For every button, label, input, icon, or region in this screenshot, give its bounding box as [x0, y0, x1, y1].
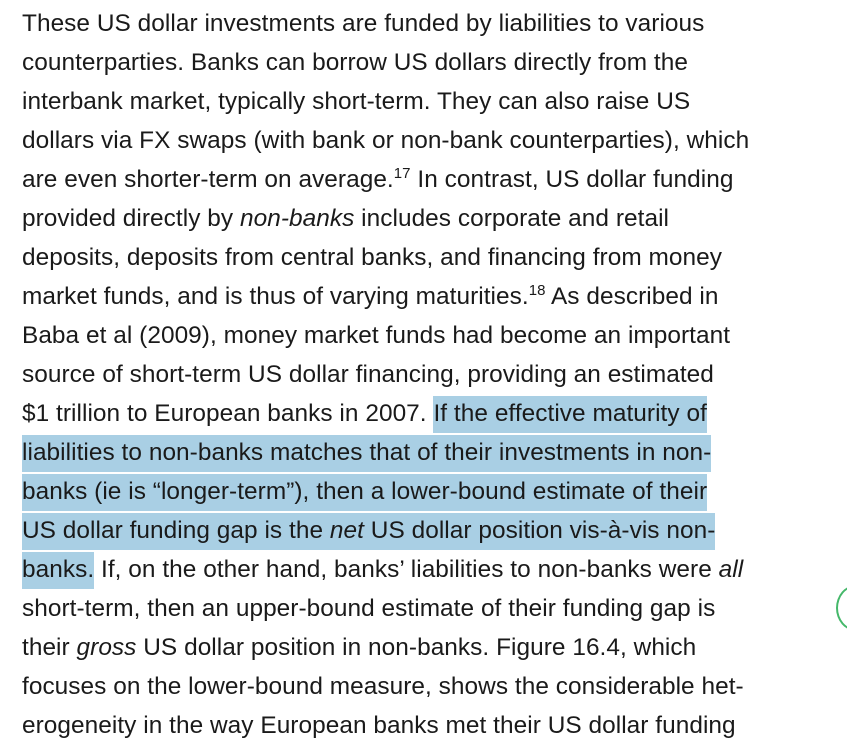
body-paragraph	[22, 4, 822, 745]
text-line	[22, 628, 822, 667]
text-line	[22, 433, 822, 472]
text-line: erogeneity in the way European banks met their US dollar funding	[22, 712, 736, 739]
text-run: market funds, and is thus of varying maturities.	[22, 283, 529, 310]
text-line: interbank market, typically short-term. They can also raise US	[22, 88, 691, 115]
emphasis: net	[329, 517, 364, 544]
text-line	[22, 199, 822, 238]
cursor-ring-icon	[836, 585, 847, 631]
highlighted-selection[interactable]	[22, 513, 715, 550]
text-run: $1 trillion to European banks in 2007.	[22, 400, 434, 427]
text-line: These US dollar investments are funded by liabilities to various	[22, 10, 705, 37]
footnote-ref-18[interactable]: 18	[528, 282, 546, 299]
text-run: are even shorter-term on average.	[22, 166, 394, 193]
highlighted-selection[interactable]: banks.	[22, 552, 94, 589]
text-line	[22, 550, 822, 589]
footnote-ref-17[interactable]: 17	[393, 165, 411, 182]
text-line: deposits, deposits from central banks, and financing from money	[22, 244, 722, 271]
text-line	[22, 160, 822, 199]
text-line	[22, 511, 822, 550]
text-line: focuses on the lower-bound measure, shows the considerable het-	[22, 673, 744, 700]
text-line	[22, 394, 822, 433]
text-line: counterparties. Banks can borrow US dollars directly from the	[22, 49, 688, 76]
highlighted-selection[interactable]: If the effective maturity of	[433, 396, 706, 433]
emphasis: all	[718, 556, 744, 583]
text-run: In contrast, US dollar funding	[410, 166, 734, 193]
text-line	[22, 472, 822, 511]
emphasis: gross	[76, 634, 137, 661]
text-run: US dollar position vis-à-vis non-	[363, 517, 716, 544]
text-line	[22, 277, 822, 316]
text-run: provided directly by	[22, 205, 240, 232]
text-run: US dollar funding gap is the	[22, 517, 330, 544]
text-run: US dollar position in non-banks. Figure 16.4, which	[136, 634, 697, 661]
text-line: Baba et al (2009), money market funds had become an important	[22, 322, 731, 349]
text-line: source of short-term US dollar financing, providing an estimated	[22, 361, 714, 388]
text-run: If, on the other hand, banks’ liabilities to non-banks were	[94, 556, 719, 583]
emphasis: non-banks	[239, 205, 355, 232]
highlighted-selection[interactable]: banks (ie is “longer-term”), then a lower-bound estimate of their	[22, 474, 707, 511]
text-run: includes corporate and retail	[354, 205, 670, 232]
text-run: their	[22, 634, 77, 661]
text-run: As described in	[545, 283, 719, 310]
highlighted-selection[interactable]: liabilities to non-banks matches that of their investments in non-	[22, 435, 711, 472]
text-line: dollars via FX swaps (with bank or non-bank counterparties), which	[22, 127, 750, 154]
text-line: short-term, then an upper-bound estimate of their funding gap is	[22, 595, 716, 622]
